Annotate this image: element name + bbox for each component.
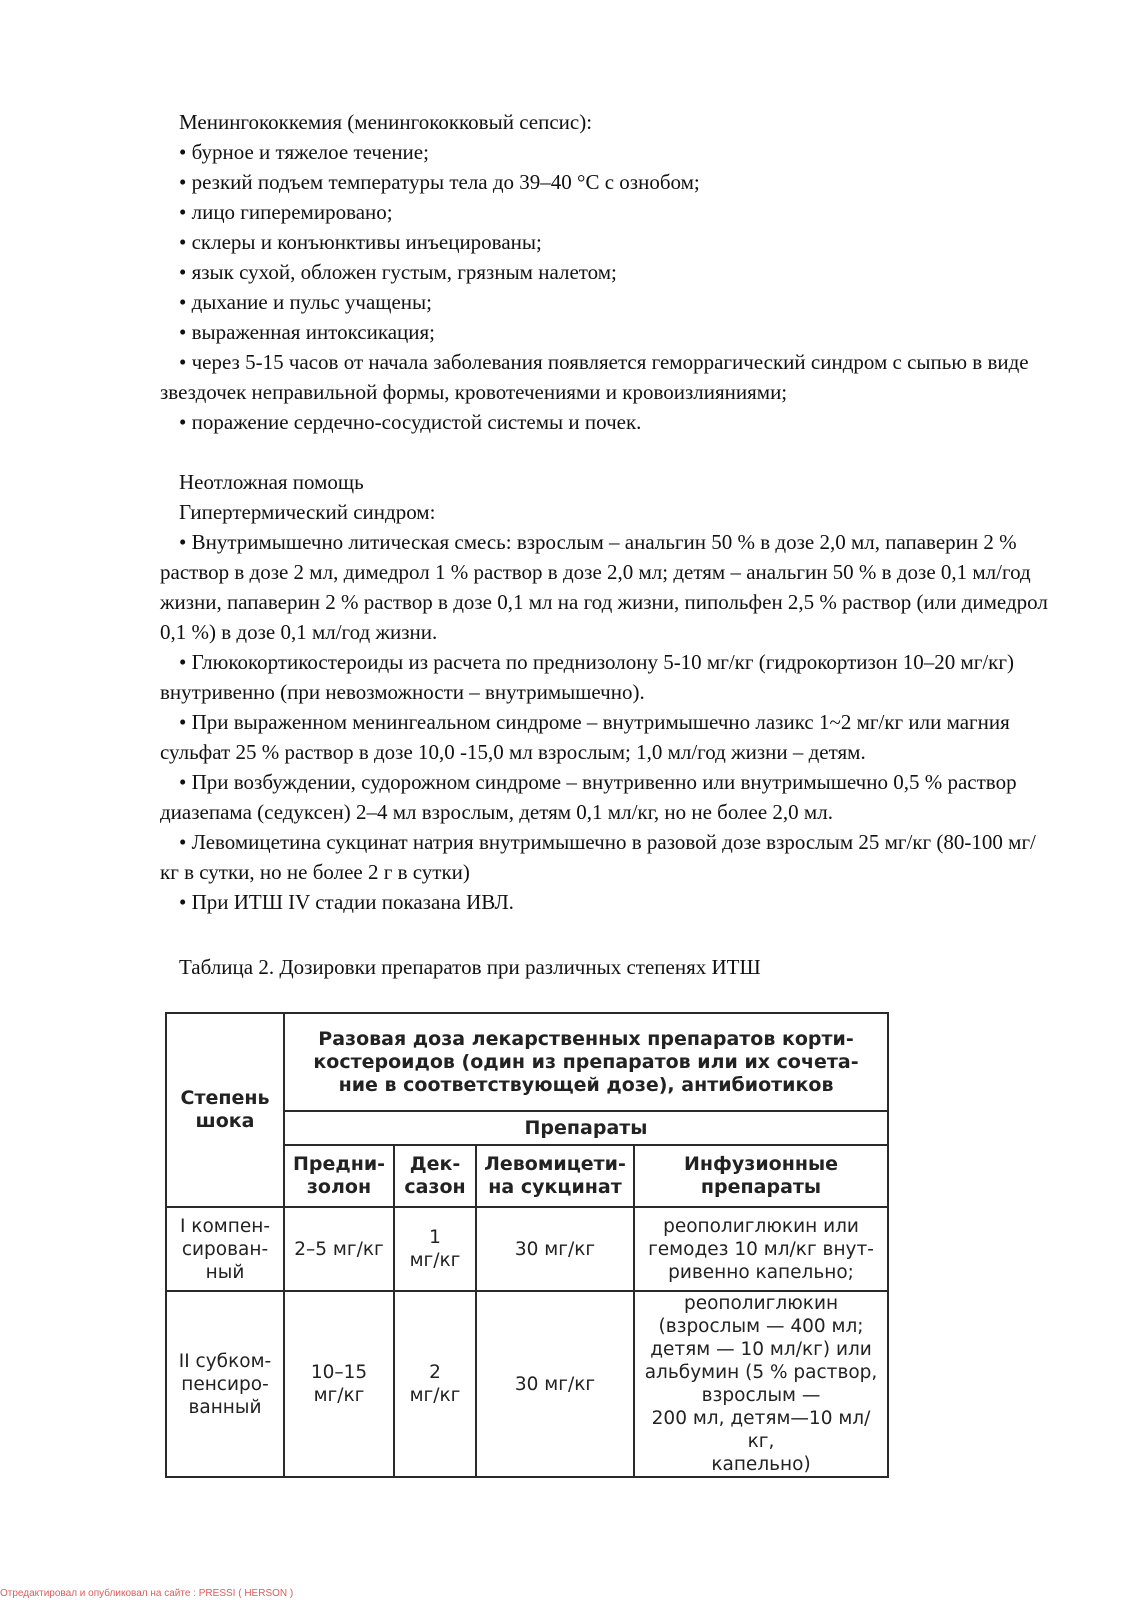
subsection-heading: Гипертермический синдром: bbox=[179, 500, 436, 524]
cell-dexazone: 1 мг/кг bbox=[394, 1207, 476, 1291]
list-item: • язык сухой, обложен густым, грязным налетом; bbox=[179, 260, 617, 284]
header-levomycetin: Левомицети- на сукцинат bbox=[476, 1145, 634, 1207]
list-item: • При возбуждении, судорожном синдроме – внутривенно или внутримышечно 0,5 % раствор диазепама (седуксен) 2–4 мл взрослым, детям 0,1 мл/кг, но не более 2,0 мл. bbox=[160, 770, 1017, 824]
list-item: • резкий подъем температуры тела до 39–40 °C с ознобом; bbox=[179, 170, 700, 194]
cell-infusion: реополиглюкин или гемодез 10 мл/кг внут- ривенно капельно; bbox=[634, 1207, 888, 1291]
list-item: • При выраженном менингеальном синдроме – внутримышечно лазикс 1~2 мг/кг или магния сульфат 25 % раствор в дозе 10,0 -15,0 мл взрослым; 1,0 мл/год жизни – детям. bbox=[160, 710, 1010, 764]
cell-prednisolone: 2–5 мг/кг bbox=[284, 1207, 394, 1291]
header-prednisolone: Предни- золон bbox=[284, 1145, 394, 1207]
publisher-footer: Отредактировал и опубликовал на сайте : PRESSI ( HERSON ) bbox=[0, 1588, 294, 1599]
section-heading: Неотложная помощь bbox=[179, 470, 364, 494]
list-item: • Левомицетина сукцинат натрия внутримышечно в разовой дозе взрослым 25 мг/кг (80-100 мг/кг в сутки, но не более 2 г в сутки) bbox=[160, 830, 1036, 884]
cell-dexazone: 2 мг/кг bbox=[394, 1291, 476, 1477]
list-item: • При ИТШ IV стадии показана ИВЛ. bbox=[179, 890, 514, 914]
cell-degree: II субком- пенсиро- ванный bbox=[166, 1291, 284, 1477]
table-caption: Таблица 2. Дозировки препаратов при различных степенях ИТШ bbox=[179, 955, 761, 979]
body-text bbox=[160, 107, 1050, 917]
table-row bbox=[166, 1207, 888, 1291]
cell-infusion: реополиглюкин (взрослым — 400 мл; детям — 10 мл/кг) или альбумин (5 % раствор, взрослым — 200 мл, детям—10 мл/кг, капельно) bbox=[634, 1291, 888, 1477]
list-item: • выраженная интоксикация; bbox=[179, 320, 435, 344]
list-item: • через 5-15 часов от начала заболевания появляется геморрагический синдром с сыпью в виде звездочек неправильной формы, кровотечениями и кровоизлияниями; bbox=[160, 350, 1029, 404]
list-item: • Глюкокортикостероиды из расчета по преднизолону 5-10 мг/кг (гидрокортизон 10–20 мг/кг) внутривенно (при невозможности – внутримышечно). bbox=[160, 650, 1014, 704]
header-infusion: Инфузионные препараты bbox=[634, 1145, 888, 1207]
header-dexazone: Дек- сазон bbox=[394, 1145, 476, 1207]
table-row bbox=[166, 1291, 888, 1477]
list-item: • склеры и конъюнктивы инъецированы; bbox=[179, 230, 542, 254]
list-item: • Внутримышечно литическая смесь: взрослым – анальгин 50 % в дозе 2,0 мл, папаверин 2 % раствор в дозе 2 мл, димедрол 1 % раствор в дозе 2,0 мл; детям – анальгин 50 % в дозе 0,1 мл/год жизни, папаверин 2 % раствор в дозе 0,1 мл на год жизни, пипольфен 2,5 % раствор (или димедрол 0,1 %) в дозе 0,1 мл/год жизни. bbox=[160, 530, 1048, 644]
list-item: • поражение сердечно-сосудистой системы и почек. bbox=[179, 410, 642, 434]
header-shock-degree: Степень шока bbox=[166, 1013, 284, 1207]
list-item: • дыхание и пульс учащены; bbox=[179, 290, 432, 314]
cell-levomycetin: 30 мг/кг bbox=[476, 1207, 634, 1291]
header-single-dose: Разовая доза лекарственных препаратов корти- костероидов (один из препаратов или их сочета- ние в соответствующей дозе), антибиотиков bbox=[284, 1013, 888, 1111]
list-item: • бурное и тяжелое течение; bbox=[179, 140, 429, 164]
cell-degree: I компен- сирован- ный bbox=[166, 1207, 284, 1291]
dosage-table bbox=[165, 1012, 889, 1478]
list-item: • лицо гиперемировано; bbox=[179, 200, 393, 224]
cell-prednisolone: 10–15 мг/кг bbox=[284, 1291, 394, 1477]
paragraph-gap bbox=[160, 437, 1050, 467]
paragraph: Менингококкемия (менингококковый сепсис): bbox=[179, 110, 593, 134]
header-drugs: Препараты bbox=[284, 1111, 888, 1145]
cell-levomycetin: 30 мг/кг bbox=[476, 1291, 634, 1477]
